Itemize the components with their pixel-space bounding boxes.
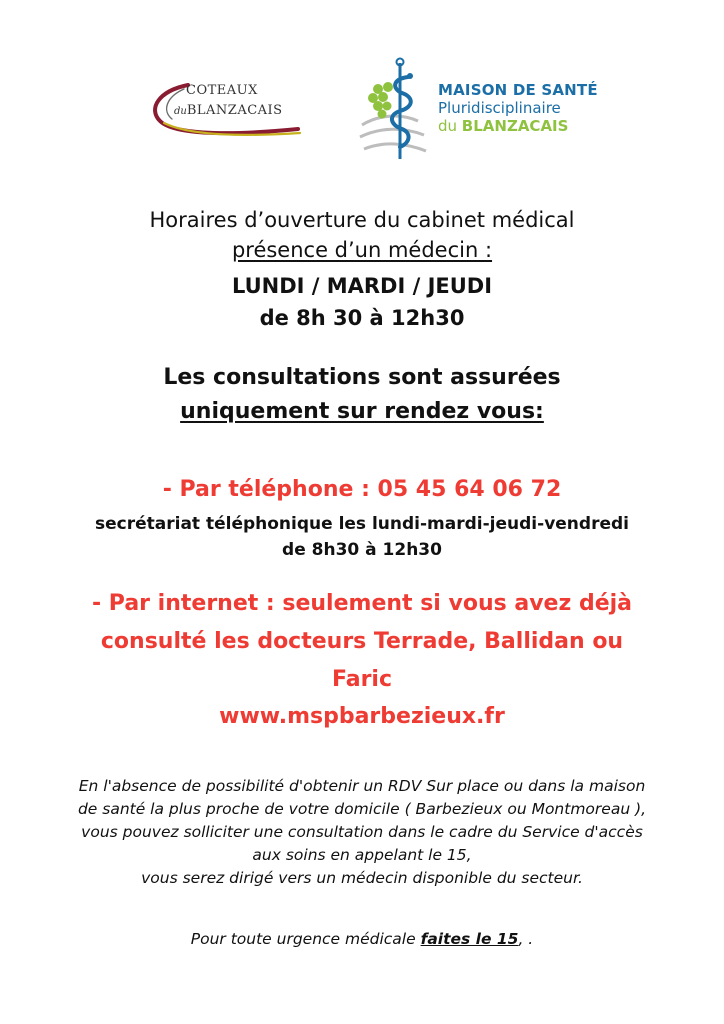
opening-days: LUNDI / MARDI / JEUDI [231,274,493,298]
coteaux-du-blanzacais-logo [148,77,308,139]
msp-line3-main: BLANZACAIS [461,117,569,135]
msp-line2: Pluridisciplinaire [438,99,561,117]
phone-contact[interactable]: - Par téléphone : 05 45 64 06 72 [162,477,562,502]
internet-line2: consulté les docteurs Terrade, Ballidan ou [100,629,624,654]
coteaux-line1: COTEAUX [186,83,258,98]
note-line4: aux soins en appelant le 15, [252,846,472,864]
caduceus-vineyard-icon [356,55,438,165]
urgence-prefix: Pour toute urgence médicale [190,930,421,948]
internet-line1: - Par internet : seulement si vous avez déjà [92,591,632,616]
coteaux-line2-prefix: du [174,106,187,117]
urgence-suffix: , . [518,930,534,948]
urgence-strong: faites le 15 [420,930,519,948]
msp-line3-prefix: du [438,117,462,135]
logo-bar [0,55,724,165]
urgence-line [0,928,724,951]
hours-title: Horaires d’ouverture du cabinet médical [149,208,575,232]
note-line2: de santé la plus proche de votre domicile ( Barbezieux ou Montmoreau ), [77,800,647,818]
note-line5: vous serez dirigé vers un médecin disponible du secteur. [141,869,583,887]
poster-content [0,205,724,951]
note-line3: vous pouvez solliciter une consultation dans le cadre du Service d'accès [81,823,643,841]
opening-times: de 8h 30 à 12h30 [259,306,465,330]
secretariat-hours: de 8h30 à 12h30 [282,540,442,560]
coteaux-line2-main: BLANZACAIS [186,103,283,118]
msp-line3 [438,117,598,135]
coteaux-line2 [174,99,283,118]
consultations-line1: Les consultations sont assurées [163,365,561,390]
maison-de-sante-logo [356,55,606,165]
website-link[interactable]: www.mspbarbezieux.fr [219,704,505,729]
consultations-line2: uniquement sur rendez vous: [180,399,544,424]
note-line1: En l'absence de possibilité d'obtenir un RDV Sur place ou dans la maison [78,777,646,795]
secretariat-days: secrétariat téléphonique les lundi-mardi-jeudi-vendredi [95,514,629,534]
internet-line3: Faric [331,667,393,692]
msp-text-block [438,81,598,135]
presence-heading: présence d’un médecin : [231,238,493,262]
msp-line1: MAISON DE SANTÉ [438,81,598,99]
